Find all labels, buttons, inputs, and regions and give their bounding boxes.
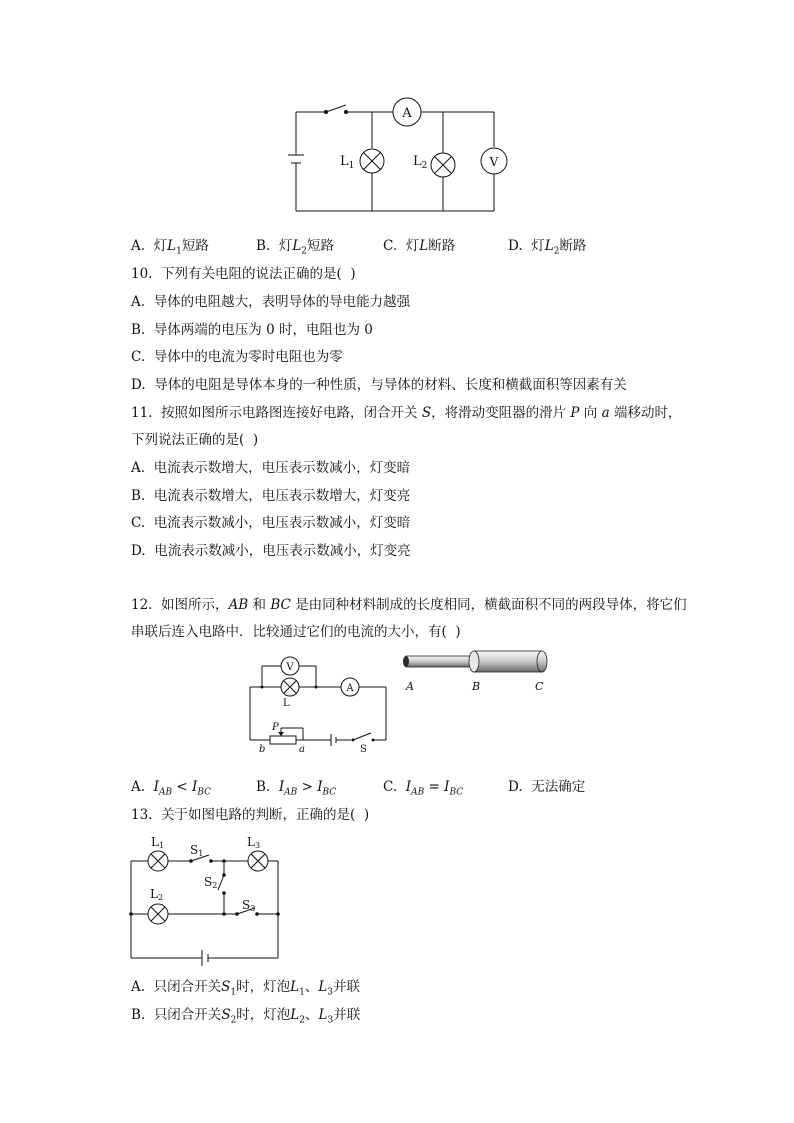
q10-option-c[interactable]: C. 导体中的电流为零时电阻也为零 [131, 349, 343, 365]
slider-label: P [272, 722, 279, 733]
q12-option-d[interactable]: D. 无法确定 [508, 779, 586, 795]
voltmeter-label: V [489, 155, 499, 169]
ammeter-label: A [402, 106, 412, 121]
q12-stem-line2: 串联后连入电路中．比较通过它们的电流的大小，有( ) [131, 624, 461, 640]
circuit-diagram-q11 [245, 655, 395, 755]
lamp-label: L [283, 698, 290, 709]
voltmeter-label: V [286, 662, 294, 673]
label-a: A [406, 680, 414, 693]
q11-stem-line2: 下列说法正确的是( ) [131, 432, 259, 448]
q10-option-a[interactable]: A. 导体的电阻越大，表明导体的导电能力越强 [131, 294, 411, 310]
ammeter-label: A [346, 683, 354, 694]
conductor-diagram-q12 [398, 648, 558, 698]
switch1-label: S1 [190, 843, 204, 858]
end-a-label: a [299, 744, 305, 755]
lamp2-label: L2 [150, 887, 164, 902]
q9-option-b[interactable]: B. 灯$L_2$短路 [256, 238, 335, 257]
switch2-label: S2 [204, 875, 218, 890]
q11-option-c[interactable]: C. 电流表示数减小，电压表示数减小，灯变暗 [131, 515, 411, 531]
circuit-diagram-q13 [122, 830, 292, 975]
lamp1-label: L1 [151, 835, 165, 850]
lamp2-label: $L_2$ [413, 154, 428, 171]
q11-stem-line1: 11. 按照如图所示电路图连接好电路，闭合开关 S，将滑动变阻器的滑片 P 向 a 端移动时， [131, 405, 682, 421]
q11-option-a[interactable]: A. 电流表示数增大，电压表示数减小，灯变暗 [131, 460, 411, 476]
label-c: C [535, 680, 544, 693]
q12-stem-line1: 12. 如图所示，AB 和 BC 是由同种材料制成的长度相同，横截面积不同的两段导体，将它们 [131, 597, 687, 613]
rheostat-icon [270, 736, 296, 744]
q12-option-a[interactable]: A. $I_{AB} < I_{BC}$ [131, 779, 212, 798]
q10-option-d[interactable]: D. 导体的电阻是导体本身的一种性质，与导体的材料、长度和横截面积等因素有关 [131, 377, 627, 393]
lamp3-label: L3 [247, 835, 261, 850]
q11-option-d[interactable]: D. 电流表示数减小，电压表示数减小，灯变亮 [131, 543, 411, 559]
q9-option-d[interactable]: D. 灯$L_2$断路 [508, 238, 587, 257]
end-b-label: b [259, 744, 266, 755]
label-b: B [472, 680, 481, 693]
q9-option-c[interactable]: C. 灯L断路 [383, 238, 456, 254]
q11-option-b[interactable]: B. 电流表示数增大，电压表示数增大，灯变亮 [131, 488, 411, 504]
q12-option-b[interactable]: B. $I_{AB} > I_{BC}$ [256, 779, 337, 798]
q9-option-a[interactable]: A. 灯$L_1$短路 [131, 238, 209, 257]
lamp1-label: $L_1$ [340, 154, 355, 171]
q13-option-b[interactable]: B. 只闭合开关$S_2$时，灯泡$L_2$、$L_3$并联 [131, 1007, 361, 1026]
q12-option-c[interactable]: C. $I_{AB} = I_{BC}$ [383, 779, 464, 798]
q10-option-b[interactable]: B. 导体两端的电压为 0 时，电阻也为 0 [131, 322, 373, 338]
q13-option-a[interactable]: A. 只闭合开关$S_1$时，灯泡$L_1$、$L_3$并联 [131, 979, 361, 998]
circuit-diagram-q9 [280, 95, 510, 220]
switch-label: S [360, 744, 367, 755]
q10-stem: 10. 下列有关电阻的说法正确的是( ) [131, 266, 356, 282]
switch3-label: S3 [242, 898, 256, 913]
q13-stem: 13. 关于如图电路的判断，正确的是( ) [131, 807, 370, 823]
